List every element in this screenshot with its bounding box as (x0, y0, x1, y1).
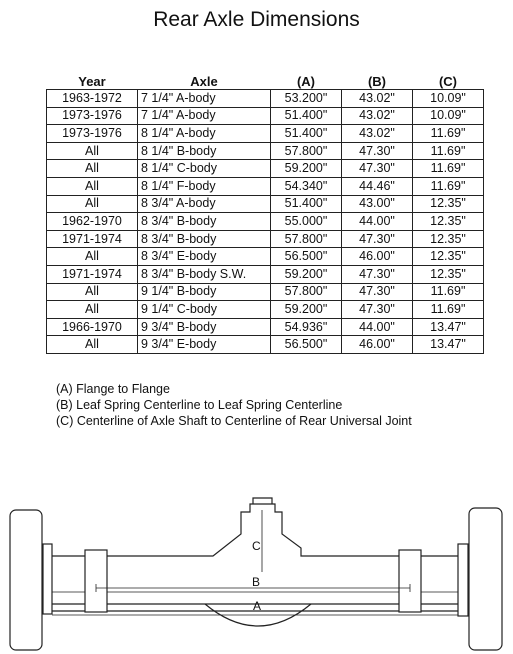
cell-spring-b: 47.30" (342, 142, 413, 160)
cell-flange-a: 57.800" (271, 230, 342, 248)
table-row (47, 125, 484, 143)
left-tire (10, 510, 42, 650)
cell-axle: 8 3/4" E-body (138, 248, 271, 266)
cell-axle: 8 1/4" C-body (138, 160, 271, 178)
table-row (47, 336, 484, 354)
dimension-a-label: A (253, 599, 262, 613)
page-title: Rear Axle Dimensions (153, 8, 360, 31)
cell-centerline-c: 11.69" (413, 177, 484, 195)
header-a: (A) (296, 73, 316, 89)
cell-centerline-c: 12.35" (413, 195, 484, 213)
header-axle: Axle (190, 73, 218, 89)
cell-centerline-c: 12.35" (413, 213, 484, 231)
cell-spring-b: 43.00" (342, 195, 413, 213)
cell-axle: 8 3/4" B-body (138, 230, 271, 248)
cell-axle: 8 3/4" A-body (138, 195, 271, 213)
cell-year: All (47, 177, 138, 195)
cell-centerline-c: 10.09" (413, 90, 484, 108)
legend-notes (56, 381, 412, 429)
cell-axle: 9 3/4" B-body (138, 318, 271, 336)
cell-axle: 7 1/4" A-body (138, 90, 271, 108)
cell-spring-b: 47.30" (342, 265, 413, 283)
cell-flange-a: 59.200" (271, 265, 342, 283)
cell-flange-a: 53.200" (271, 90, 342, 108)
table-row (47, 195, 484, 213)
cell-year: 1966-1970 (47, 318, 138, 336)
cell-year: All (47, 142, 138, 160)
table-row (47, 301, 484, 319)
cell-axle: 9 1/4" B-body (138, 283, 271, 301)
cell-centerline-c: 12.35" (413, 265, 484, 283)
cell-centerline-c: 11.69" (413, 283, 484, 301)
pinion-yoke (253, 498, 272, 504)
cell-centerline-c: 10.09" (413, 107, 484, 125)
cell-flange-a: 54.340" (271, 177, 342, 195)
note-c: (C) Centerline of Axle Shaft to Centerline of Rear Universal Joint (56, 414, 412, 428)
cell-spring-b: 43.02" (342, 107, 413, 125)
cell-year: All (47, 248, 138, 266)
cell-centerline-c: 13.47" (413, 336, 484, 354)
header-c: (C) (438, 73, 458, 89)
cell-centerline-c: 12.35" (413, 248, 484, 266)
cell-year: 1962-1970 (47, 213, 138, 231)
note-a: (A) Flange to Flange (56, 382, 170, 396)
table-row (47, 142, 484, 160)
header-b: (B) (367, 73, 387, 89)
cell-year: All (47, 301, 138, 319)
cell-centerline-c: 12.35" (413, 230, 484, 248)
table-row (47, 90, 484, 108)
cell-centerline-c: 11.69" (413, 142, 484, 160)
cell-year: 1971-1974 (47, 265, 138, 283)
table-row (47, 248, 484, 266)
cell-year: 1973-1976 (47, 107, 138, 125)
cell-axle: 8 1/4" F-body (138, 177, 271, 195)
header-year: Year (78, 73, 106, 89)
cell-flange-a: 55.000" (271, 213, 342, 231)
right-spring-pad (399, 550, 421, 612)
cell-spring-b: 44.00" (342, 213, 413, 231)
table-row (47, 230, 484, 248)
right-tire (469, 508, 502, 650)
cell-centerline-c: 11.69" (413, 160, 484, 178)
cell-spring-b: 44.00" (342, 318, 413, 336)
cell-axle: 8 3/4" B-body S.W. (138, 265, 271, 283)
cell-axle: 9 3/4" E-body (138, 336, 271, 354)
cell-axle: 8 1/4" A-body (138, 125, 271, 143)
table-row (47, 318, 484, 336)
cell-flange-a: 56.500" (271, 248, 342, 266)
left-brake-drum (43, 544, 52, 614)
table-row (47, 213, 484, 231)
cell-spring-b: 43.02" (342, 90, 413, 108)
cell-spring-b: 44.46" (342, 177, 413, 195)
table-row (47, 283, 484, 301)
cell-spring-b: 43.02" (342, 125, 413, 143)
cell-centerline-c: 11.69" (413, 301, 484, 319)
cell-axle: 8 3/4" B-body (138, 213, 271, 231)
cell-year: All (47, 160, 138, 178)
cell-axle: 7 1/4" A-body (138, 107, 271, 125)
rear-axle-diagram (0, 490, 513, 654)
cell-year: 1971-1974 (47, 230, 138, 248)
dimension-b-label: B (252, 575, 261, 589)
cell-spring-b: 47.30" (342, 301, 413, 319)
cell-flange-a: 59.200" (271, 160, 342, 178)
table-row (47, 265, 484, 283)
cell-spring-b: 47.30" (342, 160, 413, 178)
cell-flange-a: 56.500" (271, 336, 342, 354)
dimension-c-label: C (252, 539, 261, 553)
cell-centerline-c: 13.47" (413, 318, 484, 336)
cell-flange-a: 51.400" (271, 107, 342, 125)
cell-flange-a: 51.400" (271, 125, 342, 143)
cell-flange-a: 54.936" (271, 318, 342, 336)
cell-flange-a: 57.800" (271, 283, 342, 301)
table-body (47, 90, 484, 354)
cell-flange-a: 59.200" (271, 301, 342, 319)
cell-spring-b: 46.00" (342, 248, 413, 266)
left-spring-pad (85, 550, 107, 612)
table-row (47, 160, 484, 178)
axle-dimensions-table (46, 73, 484, 354)
table-header-row (47, 73, 484, 90)
cell-year: All (47, 283, 138, 301)
cell-year: All (47, 195, 138, 213)
cell-year: 1973-1976 (47, 125, 138, 143)
cell-spring-b: 46.00" (342, 336, 413, 354)
cell-flange-a: 57.800" (271, 142, 342, 160)
note-b: (B) Leaf Spring Centerline to Leaf Spring Centerline (56, 398, 343, 412)
cell-flange-a: 51.400" (271, 195, 342, 213)
cell-axle: 9 1/4" C-body (138, 301, 271, 319)
right-brake-drum (458, 544, 468, 616)
cell-year: All (47, 336, 138, 354)
cell-spring-b: 47.30" (342, 283, 413, 301)
table-row (47, 177, 484, 195)
cell-year: 1963-1972 (47, 90, 138, 108)
cell-axle: 8 1/4" B-body (138, 142, 271, 160)
cell-spring-b: 47.30" (342, 230, 413, 248)
cell-centerline-c: 11.69" (413, 125, 484, 143)
table-row (47, 107, 484, 125)
